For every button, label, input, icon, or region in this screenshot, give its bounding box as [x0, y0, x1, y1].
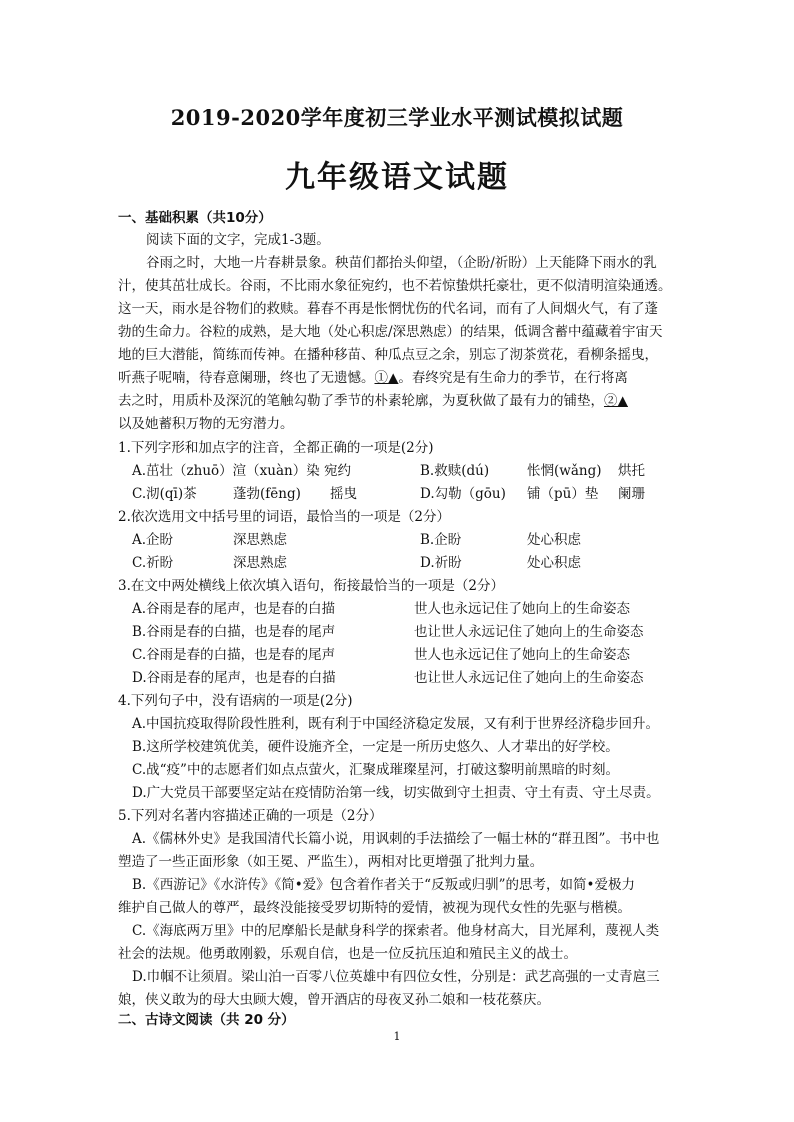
passage-line-tail: 。春终究是有生命力的季节，在行将离: [398, 370, 628, 386]
q3-option-a-part2: 世人也永远记住了她向上的生命姿态: [414, 601, 630, 617]
passage-line-with-blank: [118, 389, 688, 409]
q2-option-c: C.祈盼: [132, 555, 174, 571]
q5-option-c-cont: 社会的法规。他勇敢刚毅，乐观自信，也是一位反抗压迫和殖民主义的战士。: [118, 946, 577, 962]
fill-blank-2: ②▲: [604, 393, 628, 409]
q1-option-c-word3: 摇曳: [330, 486, 357, 502]
q5-option-a: A.《儒林外史》是我国清代长篇小说，用讽刺的手法描绘了一幅士林的“群丑图”。书中也: [132, 831, 660, 847]
q3-option-a: A.谷雨是春的尾声，也是春的白描: [132, 601, 336, 617]
q2-option-d: D.祈盼: [420, 555, 462, 571]
exam-subject-title: 九年级语文试题: [285, 160, 509, 195]
q5-option-d-cont: 娘，侠义敢为的母大虫顾大嫂，曾开酒店的母夜叉孙二娘和一枝花蔡庆。: [118, 992, 550, 1008]
q4-option-a: A.中国抗疫取得阶段性胜利，既有利于中国经济稳定发展，又有利于世界经济稳步回升。: [132, 716, 660, 732]
question-4-stem: 4.下列句子中，没有语病的一项是(2分): [118, 693, 353, 709]
q5-option-b-cont: 维护自己做人的尊严，最终没能接受罗切斯特的爱情，被视为现代女性的先驱与楷模。: [118, 900, 631, 916]
q5-option-b: B.《西游记》《水浒传》《简•爱》包含着作者关于“反叛或归驯”的思考，如简•爱极力: [132, 877, 635, 893]
q2-option-c-word2: 深思熟虑: [233, 555, 287, 571]
q2-option-d-word2: 处心积虑: [527, 555, 581, 571]
q4-option-d: D.广大党员干部要坚定站在疫情防治第一线，切实做到守土担责、守土有责、守土尽责。: [132, 785, 660, 801]
q5-option-a-cont: 塑造了一些正面形象（如王冕、严监生），两相对比更增强了批判力量。: [118, 854, 544, 870]
q1-option-b-word3: 烘托: [618, 463, 645, 479]
q3-option-b-part2: 也让世人永远记住了她向上的生命姿态: [414, 624, 644, 640]
q1-option-d: D.勾勒（gōu): [420, 486, 506, 502]
passage-line: 以及她蓄积万物的无穷潜力。: [118, 416, 294, 432]
section2-heading: 二、古诗文阅读（共 20 分）: [118, 1012, 295, 1028]
q2-option-b: B.企盼: [420, 532, 462, 548]
q1-option-b: B.救赎(dú): [420, 463, 490, 479]
passage-line: 汁，使其茁壮成长。谷雨，不比雨水象征宛约，也不若惊蛰烘托豪壮，更不似清明渲染通透。: [118, 278, 672, 294]
q4-option-b: B.这所学校建筑优美，硬件设施齐全，一定是一所历史悠久、人才辈出的好学校。: [132, 739, 619, 755]
page-number: 1: [393, 1030, 401, 1043]
passage-line: 地的巨大潜能，简练而传神。在播种移苗、种瓜点豆之余，别忘了沏茶赏花，看柳条摇曳，: [118, 347, 658, 363]
q1-option-d-word3: 阑珊: [618, 486, 645, 502]
q4-option-c: C.战“疫”中的志愿者们如点点萤火，汇聚成璀璨星河，打破这黎明前黑暗的时刻。: [132, 762, 619, 778]
q2-option-a: A.企盼: [132, 532, 174, 548]
q3-option-b: B.谷雨是春的白描，也是春的尾声: [132, 624, 336, 640]
q2-option-b-word2: 处心积虑: [527, 532, 581, 548]
q1-option-b-word2: 怅惘(wǎng): [527, 463, 602, 479]
question-5-stem: 5.下列对名著内容描述正确的一项是（2分）: [118, 808, 383, 824]
q3-option-d: D.谷雨是春的尾声，也是春的白描: [132, 670, 336, 686]
passage-line: 勃的生命力。谷粒的成熟，是大地（处心积虑/深思熟虑）的结果，低调含蓄中蕴藏着宇宙天: [118, 324, 663, 340]
q1-option-d-word2: 铺（pū）垫: [527, 486, 599, 502]
q5-option-d: D.巾帼不让须眉。梁山泊一百零八位英雄中有四位女性，分别是：武艺高强的一丈青扈三: [132, 969, 660, 985]
passage-line: 谷雨之时，大地一片春耕景象。秧苗们都抬头仰望，（企盼/祈盼）上天能降下雨水的乳: [146, 255, 657, 271]
exam-title: 2019-2020学年度初三学业水平测试模拟试题: [170, 105, 624, 130]
q2-option-a-word2: 深思熟虑: [233, 532, 287, 548]
q1-option-c: C.沏(qī)茶: [132, 486, 197, 502]
section1-heading: 一、基础积累（共10分）: [118, 210, 272, 226]
fill-blank-1: ①▲: [374, 370, 399, 386]
passage-line-text: 去之时，用质朴及深沉的笔触勾勒了季节的朴素轮廓，为夏秋做了最有力的铺垫，: [118, 393, 604, 409]
q1-option-c-word2: 蓬勃(fēng): [233, 486, 301, 502]
q3-option-c: C.谷雨是春的白描，也是春的尾声: [132, 647, 336, 663]
passage-instruction: 阅读下面的文字，完成1-3题。: [146, 232, 330, 248]
passage-line: 这一天，雨水是谷物们的救赎。暮春不再是怅惘忧伤的代名词，而有了人间烟火气，有了蓬: [118, 301, 658, 317]
q1-option-a: A.茁壮（zhuō）渲（xuàn）染 宛约: [132, 463, 352, 479]
question-1-stem: 1.下列字形和加点字的注音，全都正确的一项是(2分): [118, 440, 434, 456]
q5-option-c: C.《海底两万里》中的尼摩船长是献身科学的探索者。他身材高大，目光犀利，蔑视人类: [132, 923, 660, 939]
passage-line-with-blank: [118, 366, 688, 386]
q3-option-d-part2: 也让世人永远记住了她向上的生命姿态: [414, 670, 644, 686]
question-3-stem: 3.在文中两处横线上依次填入语句，衔接最恰当的一项是（2分）: [118, 578, 504, 594]
passage-line-text: 听燕子呢喃，待春意阑珊，终也了无遗憾。: [118, 370, 375, 386]
question-2-stem: 2.依次选用文中括号里的词语，最恰当的一项是（2分）: [118, 509, 450, 525]
q3-option-c-part2: 世人也永远记住了她向上的生命姿态: [414, 647, 630, 663]
